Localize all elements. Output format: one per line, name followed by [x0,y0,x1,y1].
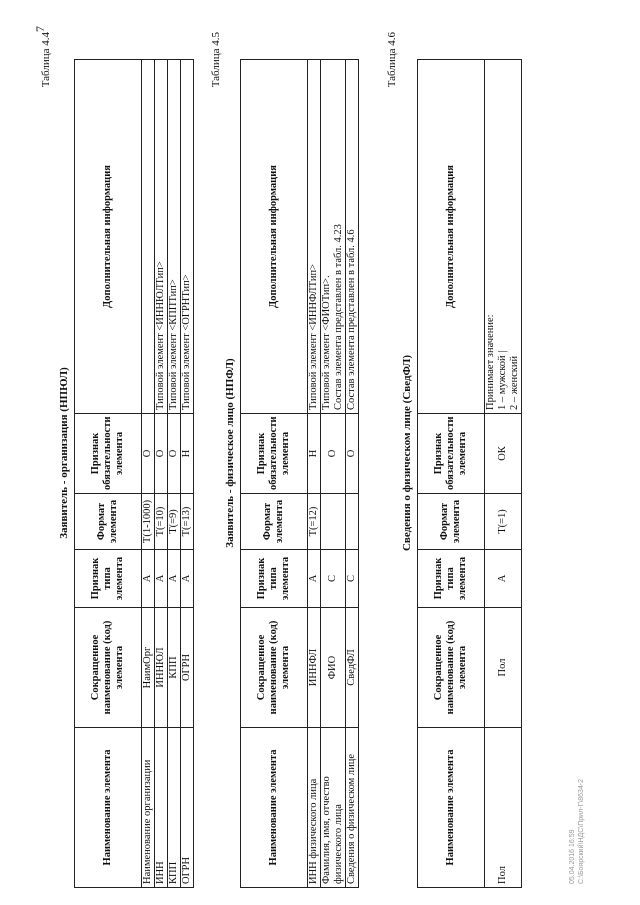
cell-type: А [142,550,155,608]
cell-name: КПП [168,728,181,888]
cell-code: Пол [485,608,522,728]
cell-code: НаимОрг [142,608,155,728]
cell-required: О [142,414,155,494]
cell-required: Н [308,414,321,494]
cell-type: А [181,550,194,608]
cell-format: Т(=10) [155,494,168,550]
rotated-page [28,18,618,888]
table-header-row [418,60,485,888]
cell-type: А [168,550,181,608]
table-row [308,60,321,888]
cell-format [321,494,346,550]
cell-info: Типовой элемент <КППТип> [168,60,181,414]
table-row [321,60,346,888]
table-4-5-title: Заявитель - физическое лицо (НПФЛ) [224,358,236,548]
header-name: Наименование элемента [241,728,308,888]
table-4-5 [240,59,359,888]
table-4-6-caption: Таблица 4.6 [386,32,398,88]
header-info: Дополнительная информация [241,60,308,414]
cell-format: Т(1-1000) [142,494,155,550]
header-type: Признак типа элемента [241,550,308,608]
cell-code: ОГРН [181,608,194,728]
cell-name: Фамилия, имя, отчество физического лица [321,728,346,888]
cell-format [346,494,359,550]
info-line: Типовой элемент <ФИОТип>. [321,275,333,410]
table-row [142,60,155,888]
header-name: Наименование элемента [418,728,485,888]
cell-code: ИННЮЛ [155,608,168,728]
cell-code: КПП [168,608,181,728]
cell-type: А [485,550,522,608]
cell-format: Т(=1) [485,494,522,550]
cell-format: Т(=13) [181,494,194,550]
cell-info: Типовой элемент <ИННЮЛТип> [155,60,168,414]
header-required: Признак обязательности элемента [75,414,142,494]
header-code: Сокращенное наименование (код) элемента [418,608,485,728]
header-format: Формат элемента [75,494,142,550]
cell-info [142,60,155,414]
table-4-6 [417,59,522,888]
cell-type: С [321,550,346,608]
cell-type: А [155,550,168,608]
table-4-4 [74,59,194,888]
cell-required: ОК [485,414,522,494]
print-stamp [568,779,586,884]
header-code: Сокращенное наименование (код) элемента [75,608,142,728]
cell-name: ОГРН [181,728,194,888]
page-number: 7 [33,26,47,32]
table-header-row [75,60,142,888]
cell-name: ИНН [155,728,168,888]
cell-info: Состав элемента представлен в табл. 4.6 [346,60,359,414]
table-4-6-title: Сведения о физическом лице (СведФЛ) [401,354,413,552]
table-row [485,60,522,888]
header-info: Дополнительная информация [418,60,485,414]
cell-name: Наименование организации [142,728,155,888]
info-line: 1 – мужской | [497,350,509,410]
header-required: Признак обязательности элемента [418,414,485,494]
print-date: 05.04.2016 16:59 [569,829,576,884]
cell-required: Н [181,414,194,494]
table-4-5-caption: Таблица 4.5 [210,32,222,88]
header-format: Формат элемента [418,494,485,550]
cell-code: СведФЛ [346,608,359,728]
cell-required: О [321,414,346,494]
header-code: Сокращенное наименование (код) элемента [241,608,308,728]
header-info: Дополнительная информация [75,60,142,414]
info-line: Состав элемента представлен в табл. 4.23 [333,224,345,410]
header-required: Признак обязательности элемента [241,414,308,494]
cell-info: Типовой элемент <ОГРНТип> [181,60,194,414]
cell-info: Типовой элемент <ИННФЛТип> [308,60,321,414]
cell-info [321,60,346,414]
cell-format: Т(=12) [308,494,321,550]
table-4-4-caption: Таблица 4.4 [40,32,52,88]
table-row [346,60,359,888]
table-row [168,60,181,888]
info-line: Принимает значение: [485,314,496,410]
cell-required: О [346,414,359,494]
header-type: Признак типа элемента [418,550,485,608]
header-format: Формат элемента [241,494,308,550]
table-4-4-title: Заявитель - организация (НПЮЛ) [58,367,70,539]
cell-type: С [346,550,359,608]
print-path: С:\Боярский\НДС\Прил-Г\8634-2 [578,778,586,884]
cell-format: Т(=9) [168,494,181,550]
info-line: 2 – женский [509,355,521,410]
cell-required: О [168,414,181,494]
header-type: Признак типа элемента [75,550,142,608]
table-header-row [241,60,308,888]
table-row [181,60,194,888]
cell-name: ИНН физического лица [308,728,321,888]
table-row [155,60,168,888]
cell-code: ИННФЛ [308,608,321,728]
cell-info [485,60,522,414]
header-name: Наименование элемента [75,728,142,888]
cell-code: ФИО [321,608,346,728]
cell-required: О [155,414,168,494]
cell-name: Сведения о физическом лице [346,728,359,888]
cell-type: А [308,550,321,608]
cell-name: Пол [485,728,522,888]
